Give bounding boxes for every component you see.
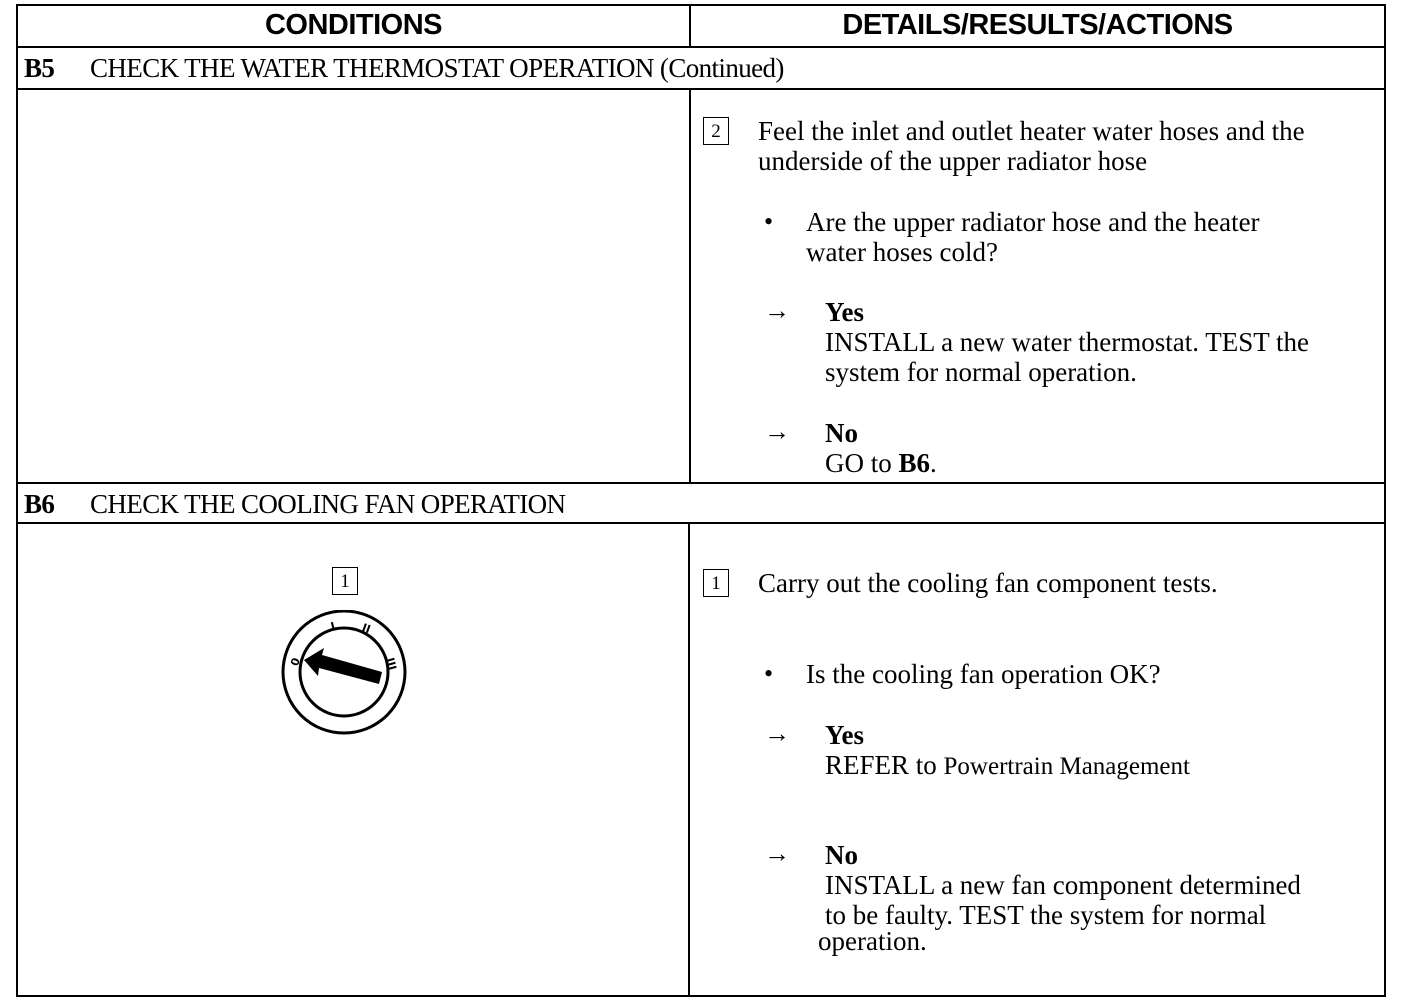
b6-yes-ref: Powertrain Management <box>943 753 1190 780</box>
b5-code: B5 <box>24 53 55 83</box>
b5-step-line2: underside of the upper radiator hose <box>758 146 1148 176</box>
b6-step-number: 1 <box>703 569 729 597</box>
b6-question: Is the cooling fan operation OK? <box>806 659 1161 689</box>
b6-yes-label: Yes <box>825 720 864 750</box>
conditions-header: CONDITIONS <box>264 9 443 41</box>
b6-no-line1: INSTALL a new fan component determined <box>825 870 1301 900</box>
b6-no-arrow-icon: → <box>764 839 790 868</box>
b5-question-line1: Are the upper radiator hose and the heater <box>806 207 1260 237</box>
b5-no-text: GO to <box>825 448 892 478</box>
b5-no-action <box>825 448 937 478</box>
b5-title: CHECK THE WATER THERMOSTAT OPERATION (Continued) <box>90 53 784 83</box>
b6-figure-step-number: 1 <box>332 567 358 595</box>
ignition-switch-dial-figure <box>278 610 412 736</box>
b6-code: B6 <box>24 489 55 519</box>
b5-yes-label: Yes <box>825 297 864 327</box>
b5-bullet-icon: • <box>764 207 774 236</box>
column-divider-b5 <box>689 88 691 483</box>
b6-yes-arrow-icon: → <box>764 719 790 748</box>
details-header: DETAILS/RESULTS/ACTIONS <box>842 9 1233 41</box>
column-divider-b6 <box>688 522 690 996</box>
table-border-right <box>1384 4 1386 997</box>
b5-no-arrow-icon: → <box>764 417 790 446</box>
b5-step-line1: Feel the inlet and outlet heater water hoses and the <box>758 116 1305 146</box>
b5-title-divider <box>16 88 1386 90</box>
dial-label-1: I <box>329 619 337 634</box>
b6-yes-text: REFER to <box>825 750 937 780</box>
b5-step-number: 2 <box>703 117 729 145</box>
b5-no-label: No <box>825 418 858 448</box>
b6-yes-action <box>825 750 1190 782</box>
b5-question-line2: water hoses cold? <box>806 237 998 267</box>
b6-no-line3: operation. <box>818 926 927 956</box>
dial-pointer-arrow-icon <box>304 648 382 684</box>
b5-yes-arrow-icon: → <box>764 296 790 325</box>
b5-section-title <box>24 48 784 88</box>
b6-title: CHECK THE COOLING FAN OPERATION <box>90 489 566 519</box>
b6-no-line2: to be faulty. TEST the system for normal <box>825 900 1267 930</box>
dial-label-2: II <box>360 621 373 637</box>
table-border-bottom <box>16 995 1386 997</box>
table-border-left <box>16 4 18 997</box>
b5-no-end: . <box>930 448 937 478</box>
dial-label-0: 0 <box>288 656 303 668</box>
b6-bullet-icon: • <box>764 659 774 688</box>
b6-step-line1: Carry out the cooling fan component tests. <box>758 568 1218 598</box>
b6-section-title <box>24 484 565 524</box>
b6-no-label: No <box>825 840 858 870</box>
dial-label-3: III <box>383 656 399 672</box>
b5-yes-line1: INSTALL a new water thermostat. TEST the <box>825 327 1309 357</box>
b5-yes-line2: system for normal operation. <box>825 357 1137 387</box>
b5-no-ref: B6 <box>898 448 931 478</box>
